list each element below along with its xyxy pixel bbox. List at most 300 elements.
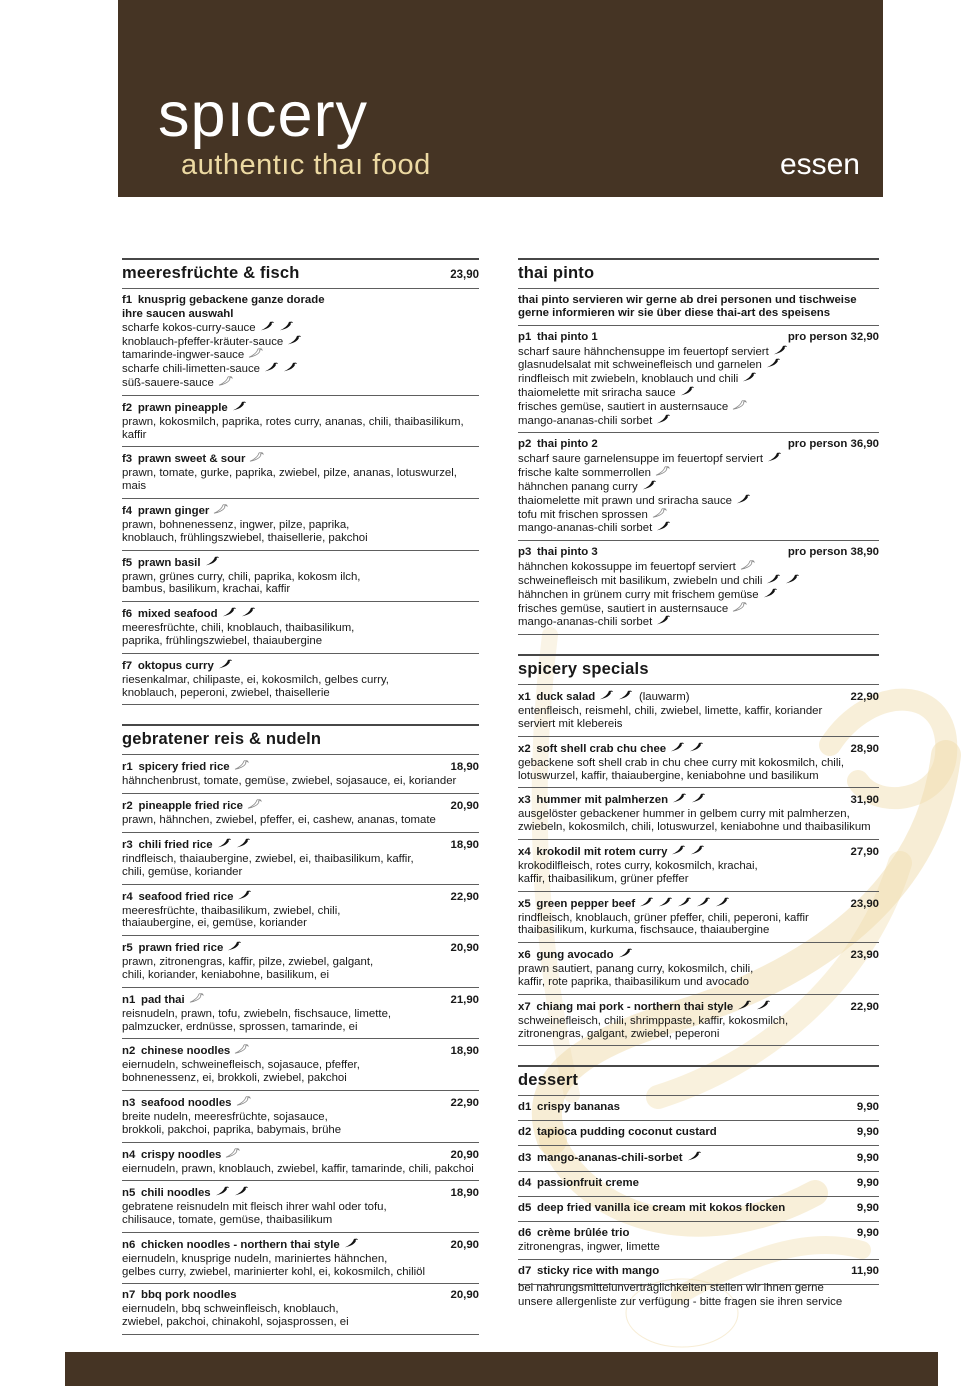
menu-item-title <box>518 742 704 756</box>
menu-item-header <box>518 948 879 962</box>
item-name: thai pinto 2 <box>537 438 598 451</box>
item-code: f6 <box>122 608 138 621</box>
chili-icon-filled <box>763 588 778 598</box>
item-subheading: ihre saucen auswahl <box>122 308 234 320</box>
item-description-line: knoblauch, frühlingszwiebel, thaisellerie, pakchoi <box>122 531 368 544</box>
item-description-line: thaiaubergine, ei, gemüse, koriander <box>122 917 307 930</box>
item-price: 20,90 <box>450 1238 479 1251</box>
chili-icon-filled <box>215 1186 230 1196</box>
item-description <box>518 912 879 938</box>
menu-item-header <box>518 1000 879 1014</box>
item-spice-level <box>595 691 633 703</box>
item-description <box>122 1008 479 1034</box>
menu-item-title <box>122 452 264 466</box>
menu-item-title <box>518 1151 702 1165</box>
item-description <box>122 853 479 879</box>
item-code: x5 <box>518 897 537 910</box>
menu-section-dessert <box>518 1065 879 1285</box>
chili-icon-outline <box>740 560 755 570</box>
item-description <box>518 705 879 731</box>
menu-item-header <box>122 294 479 307</box>
menu-item <box>122 654 479 706</box>
menu-item <box>122 1039 479 1091</box>
chili-icon-outline <box>249 452 264 462</box>
item-code: x1 <box>518 691 537 704</box>
item-description-line: krokodilfleisch, rotes curry, kokosmilch, krachai, <box>518 859 758 872</box>
menu-item-title <box>122 1238 359 1252</box>
menu-item <box>122 551 479 603</box>
section-header <box>122 258 479 289</box>
item-name: mixed seafood <box>137 608 218 621</box>
item-description <box>518 452 879 535</box>
menu-item-title <box>122 659 233 673</box>
item-price: pro person 38,90 <box>787 546 879 559</box>
item-code: d6 <box>518 1227 537 1240</box>
chili-icon-filled <box>687 1151 702 1161</box>
item-description-line: prawn, zitronengras, kaffir, pilze, zwiebel, galgant, <box>122 956 374 969</box>
item-code: f1 <box>122 294 138 306</box>
item-description-line: meeresfrüchte, chili, knoblauch, thaibasilikum, <box>122 622 355 635</box>
menu-item-title <box>122 838 251 852</box>
item-spice-level <box>614 949 633 961</box>
item-description-line: thaiomelette mit sriracha sauce <box>518 386 879 400</box>
section-price: 23,90 <box>450 269 479 281</box>
item-code: x3 <box>518 794 537 807</box>
item-description-line: rindfleisch, knoblauch, grüner pfeffer, chili, peperoni, kaffir <box>518 911 809 924</box>
chili-icon-filled <box>279 321 294 331</box>
menu-item-title <box>518 1000 771 1014</box>
item-code: d3 <box>518 1152 537 1165</box>
item-price: 27,90 <box>850 845 879 858</box>
menu-item-title <box>518 1101 620 1114</box>
item-code: d4 <box>518 1177 537 1190</box>
item-description-line: eiernudeln, knusprige nudeln, mariniertes hähnchen, <box>122 1252 388 1265</box>
chili-icon-filled <box>785 574 800 584</box>
item-description-line: chili, koriander, keniabohne, basilikum, ei <box>122 968 330 981</box>
menu-item-title <box>122 799 262 813</box>
chili-icon-outline <box>732 602 747 612</box>
item-description-line: prawn sautiert, panang curry, kokosmilch, chili, <box>518 963 754 976</box>
item-spice-level <box>201 557 220 569</box>
item-price: 11,90 <box>851 1265 879 1278</box>
chili-icon-filled <box>241 607 256 617</box>
chili-icon-filled <box>736 494 751 504</box>
item-spice-level <box>214 660 233 672</box>
menu-item-title <box>122 1148 240 1162</box>
item-code: n6 <box>122 1238 141 1251</box>
chili-icon-filled <box>218 659 233 669</box>
item-code: f7 <box>122 659 138 672</box>
menu-item <box>122 755 479 794</box>
chili-icon-filled <box>227 941 242 951</box>
menu-item-header <box>518 1126 879 1139</box>
chili-icon-filled <box>656 615 671 625</box>
chili-icon-filled <box>205 556 220 566</box>
item-description <box>518 345 879 428</box>
item-name: crispy bananas <box>537 1101 620 1114</box>
menu-item-header <box>518 1151 879 1165</box>
item-code: f3 <box>122 453 138 466</box>
item-description-line: knoblauch, peperoni, zwiebel, thaisellerie <box>122 686 330 699</box>
item-name: tapioca pudding coconut custard <box>537 1126 717 1139</box>
item-name: hummer mit palmherzen <box>536 794 669 807</box>
item-code: n7 <box>122 1289 141 1302</box>
section-title: meeresfrüchte & fisch <box>122 264 300 282</box>
item-spice-level <box>223 942 242 954</box>
chili-icon-outline <box>655 466 670 476</box>
item-description <box>122 519 479 545</box>
item-spice-level <box>228 402 247 414</box>
menu-item <box>518 433 879 541</box>
menu-item <box>518 1222 879 1260</box>
brand-logo: spıcery <box>158 80 369 150</box>
section-intro <box>518 289 879 326</box>
item-name: bbq pork noodles <box>141 1289 237 1302</box>
menu-item-title <box>122 1096 251 1110</box>
menu-item-header <box>122 607 479 621</box>
item-description-line: chili, gemüse, koriander <box>122 865 243 878</box>
item-description <box>122 1253 479 1279</box>
item-code: n3 <box>122 1096 141 1109</box>
menu-item-title <box>518 1202 785 1215</box>
item-spice-level <box>668 794 706 806</box>
menu-item-header <box>518 438 879 451</box>
item-description-line: meeresfrüchte, thaibasilikum, zwiebel, chili, <box>122 904 341 917</box>
item-price: 31,90 <box>850 794 879 807</box>
item-description <box>122 416 479 442</box>
menu-item-title <box>122 941 242 955</box>
item-description-line: hähnchen kokossuppe im feuertopf serviert <box>518 560 879 574</box>
item-code: p3 <box>518 546 537 559</box>
menu-item <box>122 885 479 937</box>
item-description-line: entenfleisch, reismehl, chili, zwiebel, limette, kaffir, koriander <box>518 705 823 718</box>
chili-icon-filled <box>642 480 657 490</box>
item-price: 9,90 <box>856 1101 879 1114</box>
item-description-line: mango-ananas-chili sorbet <box>518 521 879 535</box>
chili-icon-filled <box>756 1000 771 1010</box>
item-description-line: serviert mit klebereis <box>518 717 623 730</box>
item-description-line: gebackene soft shell crab in chu chee curry mit kokosmilch, chili, <box>518 756 845 769</box>
item-price: 28,90 <box>850 742 879 755</box>
menu-item <box>122 289 479 396</box>
item-code: n5 <box>122 1187 141 1200</box>
item-description-line: reisnudeln, prawn, tofu, zwiebeln, fischsauce, limette, <box>122 1007 392 1020</box>
item-price: 23,90 <box>850 897 879 910</box>
menu-item-header <box>518 1227 879 1240</box>
menu-item <box>518 1146 879 1172</box>
menu-item <box>122 988 479 1040</box>
item-description-line: breite nudeln, meeresfrüchte, sojasauce, <box>122 1110 328 1123</box>
item-name: knusprig gebackene ganze dorade <box>137 294 325 306</box>
item-description <box>518 860 879 886</box>
chili-icon-filled <box>677 897 692 907</box>
item-code: r2 <box>122 800 139 813</box>
section-header <box>518 1065 879 1096</box>
item-description-line: scharfe kokos-curry-sauce <box>122 321 479 335</box>
item-price: 18,90 <box>450 1045 479 1058</box>
chili-icon-outline <box>652 508 667 518</box>
section-items <box>122 755 479 1335</box>
item-spice-level <box>340 1239 359 1251</box>
item-code: x2 <box>518 742 537 755</box>
menu-item-header <box>518 1177 879 1190</box>
item-description <box>518 1241 879 1254</box>
item-name: oktopus curry <box>137 659 214 672</box>
chili-icon-outline <box>213 504 228 514</box>
menu-item-header <box>518 742 879 756</box>
item-description <box>122 308 479 390</box>
item-description-line: scharfe chili-limetten-sauce <box>122 362 479 376</box>
item-description-line: scharf saure garnelensuppe im feuertopf serviert <box>518 452 879 466</box>
item-name: prawn ginger <box>137 504 210 517</box>
section-items <box>518 289 879 635</box>
item-name: thai pinto 3 <box>537 546 598 559</box>
item-description-line: mango-ananas-chili sorbet <box>518 615 879 629</box>
menu-item-title <box>518 845 705 859</box>
chili-icon-filled <box>344 1238 359 1248</box>
menu-item <box>122 1284 479 1335</box>
item-description-line: hähnchen panang curry <box>518 480 879 494</box>
menu-item-title <box>518 331 598 344</box>
item-spice-level <box>232 1097 251 1109</box>
item-spice-level <box>245 453 264 465</box>
item-description-line: zwiebel, pakchoi, chinakohl, sojasprossen, ei <box>122 1316 349 1329</box>
item-price: 9,90 <box>856 1152 879 1165</box>
menu-item-header <box>122 941 479 955</box>
header-band <box>118 0 883 197</box>
item-name: duck salad <box>536 691 596 704</box>
item-price: 9,90 <box>856 1227 879 1240</box>
menu-item-title <box>518 1227 629 1240</box>
item-description-line: frische kalte sommerrollen <box>518 466 879 480</box>
item-name-suffix: (lauwarm) <box>633 691 690 704</box>
item-spice-level <box>211 1187 249 1199</box>
chili-icon-filled <box>670 742 685 752</box>
item-description-line: zwiebeln, kokosmilch, chili, lotuswurzel, keniabohne und thaibasilikum <box>518 821 871 834</box>
chili-icon-filled <box>217 838 232 848</box>
item-name: crème brûlée trio <box>537 1227 630 1240</box>
menu-item-header <box>122 659 479 673</box>
item-description-line: zitronengras, ingwer, limette <box>518 1241 660 1254</box>
item-description-line: frisches gemüse, sautiert in austernsauce <box>518 602 879 616</box>
item-code: r5 <box>122 942 139 955</box>
menu-item-title <box>518 793 706 807</box>
section-intro-line: thai pinto servieren wir gerne ab drei personen und tischweise <box>518 294 857 306</box>
menu-item-header <box>122 1238 479 1252</box>
menu-section-thai-pinto <box>518 258 879 635</box>
menu-item-header <box>122 556 479 570</box>
allergen-note-line: bei nahrungsmittelunverträglichkeiten stellen wir ihnen gerne <box>518 1282 824 1294</box>
item-name: chicken noodles - northern thai style <box>141 1238 340 1251</box>
section-title: gebratener reis & nudeln <box>122 730 322 749</box>
menu-item-header <box>122 838 479 852</box>
item-description-line: palmzucker, erdnüsse, sprossen, tamarinde, ei <box>122 1020 358 1033</box>
item-price: 23,90 <box>850 949 879 962</box>
item-code: f5 <box>122 556 138 569</box>
brand-location: essen <box>779 148 860 181</box>
item-description-line: kaffir, thaibasilikum, grüner pfeffer <box>518 872 689 885</box>
chili-icon-filled <box>656 521 671 531</box>
item-name: chiang mai pork - northern thai style <box>536 1000 734 1013</box>
item-description-line: süß-sauere-sauce <box>122 376 479 390</box>
menu-item <box>518 840 879 892</box>
item-description-line: eiernudeln, bbq schweinfleisch, knoblauch, <box>122 1303 339 1316</box>
item-description <box>122 905 479 931</box>
item-description <box>122 814 479 827</box>
chili-icon-filled <box>691 793 706 803</box>
item-spice-level <box>185 994 204 1006</box>
menu-item-header <box>122 1289 479 1302</box>
menu-item <box>518 1172 879 1197</box>
item-name: sticky rice with mango <box>537 1265 660 1278</box>
item-name: krokodil mit rotem curry <box>536 845 668 858</box>
item-description-line: knoblauch-pfeffer-kräuter-sauce <box>122 335 479 349</box>
menu-item <box>518 541 879 635</box>
item-name: seafood fried rice <box>138 890 234 903</box>
allergen-note <box>518 1282 842 1310</box>
menu-item <box>122 1181 479 1233</box>
chili-icon-outline <box>218 376 233 386</box>
item-description <box>518 963 879 989</box>
item-spice-level <box>243 800 262 812</box>
item-name: thai pinto 1 <box>537 330 598 343</box>
item-price: 22,90 <box>450 1096 479 1109</box>
item-code: f4 <box>122 504 138 517</box>
chili-icon-filled <box>773 345 788 355</box>
menu-item <box>518 1096 879 1121</box>
item-description <box>122 467 479 493</box>
menu-item <box>518 326 879 434</box>
item-name: pineapple fried rice <box>138 800 243 813</box>
chili-icon-filled <box>696 897 711 907</box>
section-title: spicery specials <box>518 660 649 679</box>
allergen-note-line: unsere allergenliste zur verfügung - bitte fragen sie ihren service <box>518 1295 843 1308</box>
menu-item-header <box>518 546 879 559</box>
item-code: n4 <box>122 1148 141 1161</box>
menu-item-title <box>122 607 256 621</box>
item-description-line: paprika, frühlingszwiebel, thaiaubergine <box>122 634 323 647</box>
item-code: d1 <box>518 1101 537 1114</box>
chili-icon-filled <box>232 401 247 411</box>
menu-item-title <box>122 401 247 415</box>
item-name: chinese noodles <box>141 1045 231 1058</box>
chili-icon-filled <box>766 574 781 584</box>
section-intro-line: gerne informieren wir sie über diese thai-art des speisens <box>518 306 831 319</box>
chili-icon-filled <box>599 690 614 700</box>
item-description <box>122 674 479 700</box>
chili-icon-filled <box>767 452 782 462</box>
menu-item <box>518 943 879 995</box>
menu-item <box>122 1091 479 1143</box>
chili-icon-filled <box>656 414 671 424</box>
section-header <box>518 654 879 685</box>
item-description-line: prawn, bohnenessenz, ingwer, pilze, paprika, <box>122 518 350 531</box>
item-name: crispy noodles <box>141 1148 222 1161</box>
item-code: d2 <box>518 1126 537 1139</box>
item-name: prawn pineapple <box>137 401 228 414</box>
item-name: gung avocado <box>536 949 614 962</box>
item-spice-level <box>218 608 256 620</box>
item-code: n2 <box>122 1045 141 1058</box>
menu-item <box>518 1197 879 1222</box>
menu-column-right <box>518 258 879 1335</box>
item-description-line: thaibasilikum, kurkuma, fischsauce, thaiaubergine <box>518 924 770 937</box>
item-description <box>122 775 479 788</box>
item-price: 22,90 <box>850 1000 879 1013</box>
chili-icon-filled <box>689 742 704 752</box>
item-spice-level <box>733 1001 771 1013</box>
item-name: prawn basil <box>137 556 201 569</box>
chili-icon-filled <box>680 386 695 396</box>
item-description-line: mango-ananas-chili sorbet <box>518 414 879 428</box>
item-description-line: bohnenessenz, ei, brokkoli, zwiebel, pakchoi <box>122 1072 347 1085</box>
menu-item-title <box>518 1265 659 1278</box>
item-price: 20,90 <box>450 1289 479 1302</box>
brand-tagline: authentıc thaı food <box>181 149 431 181</box>
chili-icon-filled <box>766 358 781 368</box>
item-price: 9,90 <box>856 1202 879 1215</box>
menu-item-header <box>518 1101 879 1114</box>
item-spice-level <box>667 846 705 858</box>
menu-section-reis-nudeln <box>122 724 479 1335</box>
item-code: p2 <box>518 438 537 451</box>
menu-item-header <box>122 890 479 904</box>
menu-section-spicery-specials <box>518 654 879 1046</box>
item-description-line: eiernudeln, prawn, knoblauch, zwiebel, kaffir, tamarinde, chili, pakchoi <box>122 1162 474 1175</box>
menu-item-header <box>122 1186 479 1200</box>
menu-item <box>122 794 479 833</box>
item-description <box>518 757 879 783</box>
chili-icon-filled <box>658 897 673 907</box>
chili-icon-filled <box>236 838 251 848</box>
item-description-line: scharf saure hähnchensuppe im feuertopf serviert <box>518 345 879 359</box>
chili-icon-filled <box>690 845 705 855</box>
item-description-line: prawn, grünes curry, chili, paprika, kokosm ilch, <box>122 570 361 583</box>
item-name: chili noodles <box>141 1187 211 1200</box>
item-description <box>122 1201 479 1227</box>
menu-item-header <box>122 799 479 813</box>
menu-item-title <box>518 1177 639 1190</box>
chili-icon-outline <box>234 760 249 770</box>
chili-icon-outline <box>247 799 262 809</box>
item-price: 20,90 <box>450 800 479 813</box>
section-items <box>122 289 479 705</box>
chili-icon-filled <box>260 321 275 331</box>
menu-item-title <box>122 760 249 774</box>
item-name: deep fried vanilla ice cream mit kokos flocken <box>537 1202 786 1215</box>
chili-icon-outline <box>189 993 204 1003</box>
item-code: x6 <box>518 949 537 962</box>
menu-item-title <box>122 294 325 307</box>
chili-icon-filled <box>264 362 279 372</box>
menu-item-header <box>122 993 479 1007</box>
chili-icon-filled <box>737 1000 752 1010</box>
item-code: d7 <box>518 1265 537 1278</box>
menu-item <box>122 1233 479 1285</box>
chili-icon-filled <box>234 1186 249 1196</box>
item-name: soft shell crab chu chee <box>536 742 667 755</box>
section-header <box>518 258 879 289</box>
item-code: n1 <box>122 993 141 1006</box>
menu-item <box>518 737 879 789</box>
item-description <box>122 622 479 648</box>
item-price: 18,90 <box>450 1187 479 1200</box>
item-code: x7 <box>518 1000 537 1013</box>
item-description-line: zitronengras, galgant, zwiebel, peperoni <box>518 1027 720 1040</box>
item-name: mango-ananas-chili-sorbet <box>537 1152 683 1165</box>
item-name: pad thai <box>141 993 185 1006</box>
item-spice-level <box>213 839 251 851</box>
